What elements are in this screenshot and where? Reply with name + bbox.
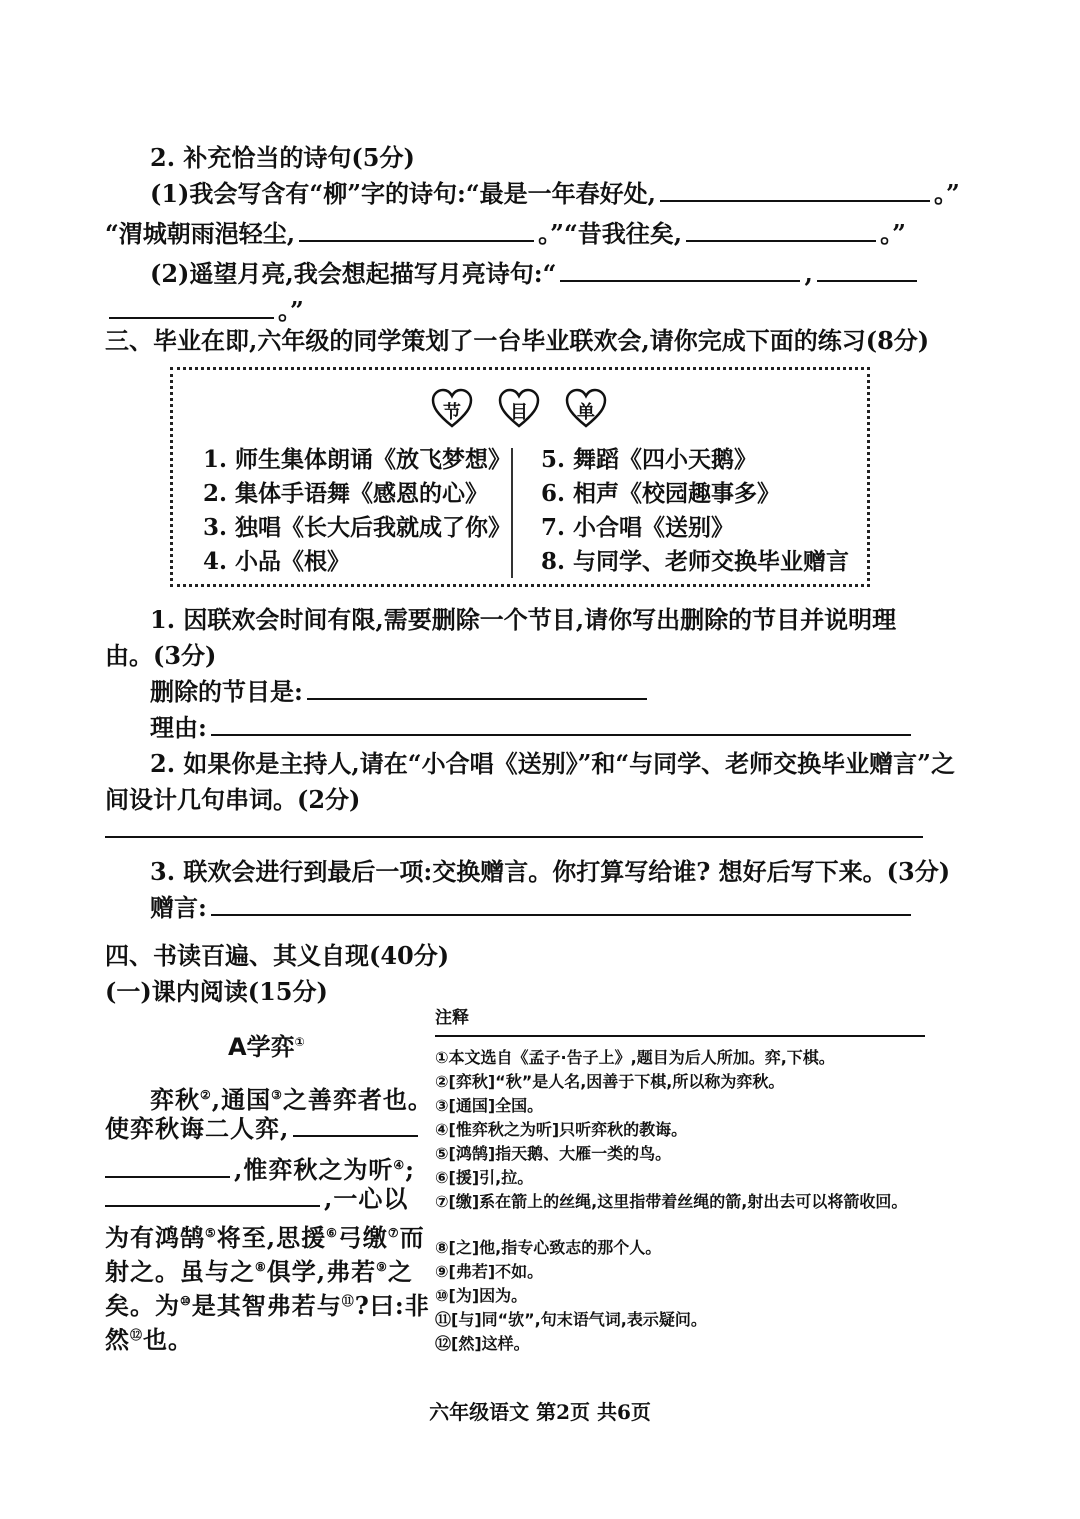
- answer-blank[interactable]: [211, 892, 911, 916]
- note-item: ⑥[援]引,拉。: [435, 1168, 534, 1187]
- passage-text: ,通国: [211, 1085, 272, 1114]
- note-ref: ⑧: [255, 1260, 267, 1274]
- s3-q3-line1: 3. 联欢会进行到最后一项:交换赠言。你打算写给谁? 想好后写下来。(3分): [150, 857, 951, 886]
- note-item: ⑪[与]同“欤”,句末语气词,表示疑问。: [435, 1310, 707, 1329]
- reason-label: 理由:: [150, 713, 207, 742]
- q2-p2-end: 。”: [278, 296, 304, 325]
- note-ref: ⑫: [130, 1328, 144, 1342]
- note-item: ⑨[弗若]不如。: [435, 1262, 544, 1281]
- passage-text: 也。: [143, 1325, 194, 1354]
- note-ref: ⑨: [376, 1260, 388, 1274]
- passage-text: 将至,思援: [216, 1223, 327, 1252]
- passage-text: 而: [399, 1223, 425, 1252]
- passage-text: 为有鸿鹄: [105, 1223, 205, 1252]
- answer-blank[interactable]: [686, 218, 876, 242]
- q2-part1-line2: [105, 218, 906, 250]
- passage-text: ?曰:非: [354, 1291, 430, 1320]
- passage-text: 弈秋: [150, 1085, 200, 1114]
- program-item: 2. 集体手语舞《感恩的心》: [203, 480, 489, 507]
- q2-part1-line1: [150, 178, 960, 210]
- answer-blank[interactable]: [105, 1183, 320, 1207]
- note-ref: ④: [393, 1158, 406, 1172]
- note-ref: ⑪: [341, 1294, 355, 1308]
- passage-text: ,一心以: [324, 1184, 409, 1213]
- notes-title: 注释: [435, 1008, 469, 1028]
- note-ref: ⑩: [180, 1294, 192, 1308]
- note-item: ①本文选自《孟子·告子上》,题目为后人所加。弈,下棋。: [435, 1048, 835, 1067]
- passage-text: 之: [387, 1257, 413, 1286]
- answer-blank[interactable]: [109, 295, 274, 319]
- answer-blank[interactable]: [105, 1154, 230, 1178]
- answer-blank[interactable]: [299, 218, 534, 242]
- s3-q1-line2: 由。(3分): [105, 641, 217, 670]
- note-ref: ⑥: [326, 1226, 338, 1240]
- answer-blank[interactable]: [293, 1113, 418, 1137]
- passage-text: 俱学,弗若: [266, 1257, 377, 1286]
- answer-blank[interactable]: [660, 178, 930, 202]
- note-item: ⑧[之]他,指专心致志的那个人。: [435, 1238, 662, 1257]
- passage-title: [228, 1026, 305, 1063]
- answer-blank[interactable]: [560, 258, 800, 282]
- program-item: 7. 小合唱《送别》: [541, 514, 735, 541]
- passage-title-sup: ①: [294, 1035, 305, 1049]
- note-item: ⑫[然]这样。: [435, 1334, 530, 1353]
- passage-text: 之善弈者也。: [282, 1085, 433, 1114]
- passage-line: [105, 1318, 193, 1357]
- s3-q1-delete: [150, 676, 651, 708]
- program-title-char: 单: [577, 402, 595, 423]
- note-ref: ⑤: [205, 1226, 217, 1240]
- answer-blank[interactable]: [211, 712, 911, 736]
- passage-text: 是其智弗若与: [191, 1291, 342, 1320]
- notes-rule: [435, 1035, 925, 1037]
- note-ref: ⑦: [387, 1226, 400, 1240]
- q2-p2-text: (2)遥望月亮,我会想起描写月亮诗句:“: [150, 259, 557, 288]
- passage-text: 射之。虽与之: [105, 1257, 255, 1286]
- note-item: ⑤[鸿鹄]指天鹅、大雁一类的鸟。: [435, 1144, 672, 1163]
- program-item: 8. 与同学、老师交换毕业赠言: [541, 548, 850, 575]
- passage-text: ;: [405, 1155, 415, 1184]
- q2-part2-line1: [150, 258, 921, 290]
- program-divider: [511, 448, 513, 578]
- passage-text: ,惟弈秋之为听: [234, 1155, 394, 1184]
- program-item: 1. 师生集体朗诵《放飞梦想》: [203, 446, 512, 473]
- answer-blank[interactable]: [817, 258, 917, 282]
- passage-line: [105, 1182, 408, 1216]
- gift-words-label: 赠言:: [150, 893, 207, 922]
- q2-p1-line2-mid: 。”“昔我往矣,: [538, 219, 683, 248]
- q2-p1-text: (1)我会写含有“柳”字的诗句:“最是一年春好处,: [150, 179, 657, 208]
- program-item: 4. 小品《根》: [203, 548, 351, 575]
- note-item: ⑦[缴]系在箭上的丝绳,这里指带着丝绳的箭,射出去可以将箭收回。: [435, 1192, 908, 1211]
- note-ref: ③: [271, 1088, 283, 1102]
- program-item: 6. 相声《校园趣事多》: [541, 480, 781, 507]
- q2-title: 2. 补充恰当的诗句(5分): [150, 143, 415, 172]
- passage-title-text: A学弈: [228, 1033, 295, 1061]
- q2-part2-line2: [105, 295, 304, 327]
- passage-text: 然: [105, 1325, 130, 1354]
- note-item: ⑩[为]因为。: [435, 1286, 528, 1305]
- section3-title: 三、毕业在即,六年级的同学策划了一台毕业联欢会,请你完成下面的练习(8分): [105, 326, 930, 355]
- s3-q1-reason: [150, 712, 915, 744]
- s3-q2-line1: 2. 如果你是主持人,请在“小合唱《送别》”和“与同学、老师交换毕业赠言”之: [150, 749, 955, 778]
- q2-p1-end: 。”: [934, 179, 960, 208]
- delete-label: 删除的节目是:: [150, 677, 303, 706]
- section4-subtitle: (一)课内阅读(15分): [105, 977, 328, 1006]
- program-title-char: 目: [510, 402, 528, 423]
- answer-line[interactable]: [105, 836, 923, 838]
- passage-line: [105, 1112, 422, 1146]
- note-item: ④[惟弈秋之为听]只听弈秋的教诲。: [435, 1120, 688, 1139]
- program-item: 5. 舞蹈《四小天鹅》: [541, 446, 758, 473]
- note-ref: ②: [200, 1088, 212, 1102]
- heart-icon: [431, 388, 473, 430]
- program-title-char: 节: [443, 402, 461, 423]
- passage-text: 矣。为: [105, 1291, 180, 1320]
- page-footer: 六年级语文 第2页 共6页: [429, 1400, 651, 1424]
- q2-p1-line2-end: 。”: [880, 219, 906, 248]
- program-item: 3. 独唱《长大后我就成了你》: [203, 514, 512, 541]
- answer-blank[interactable]: [307, 676, 647, 700]
- note-item: ②[弈秋]“秋”是人名,因善于下棋,所以称为弈秋。: [435, 1072, 785, 1091]
- s3-q3-answer: [150, 892, 915, 924]
- heart-icon: [498, 388, 540, 430]
- s3-q2-line2: 间设计几句串词。(2分): [105, 785, 361, 814]
- q2-p2-comma: ,: [804, 259, 813, 288]
- passage-text: 使弈秋诲二人弈,: [105, 1114, 290, 1143]
- heart-icon: [565, 388, 607, 430]
- note-item: ③[通国]全国。: [435, 1096, 544, 1115]
- s3-q1-line1: 1. 因联欢会时间有限,需要删除一个节目,请你写出删除的节目并说明理: [150, 605, 897, 634]
- q2-p1-line2-start: “渭城朝雨浥轻尘,: [105, 219, 296, 248]
- program-list-box: [170, 367, 870, 587]
- section4-title: 四、书读百遍、其义自现(40分): [105, 941, 450, 970]
- passage-text: 弓缴: [337, 1223, 388, 1252]
